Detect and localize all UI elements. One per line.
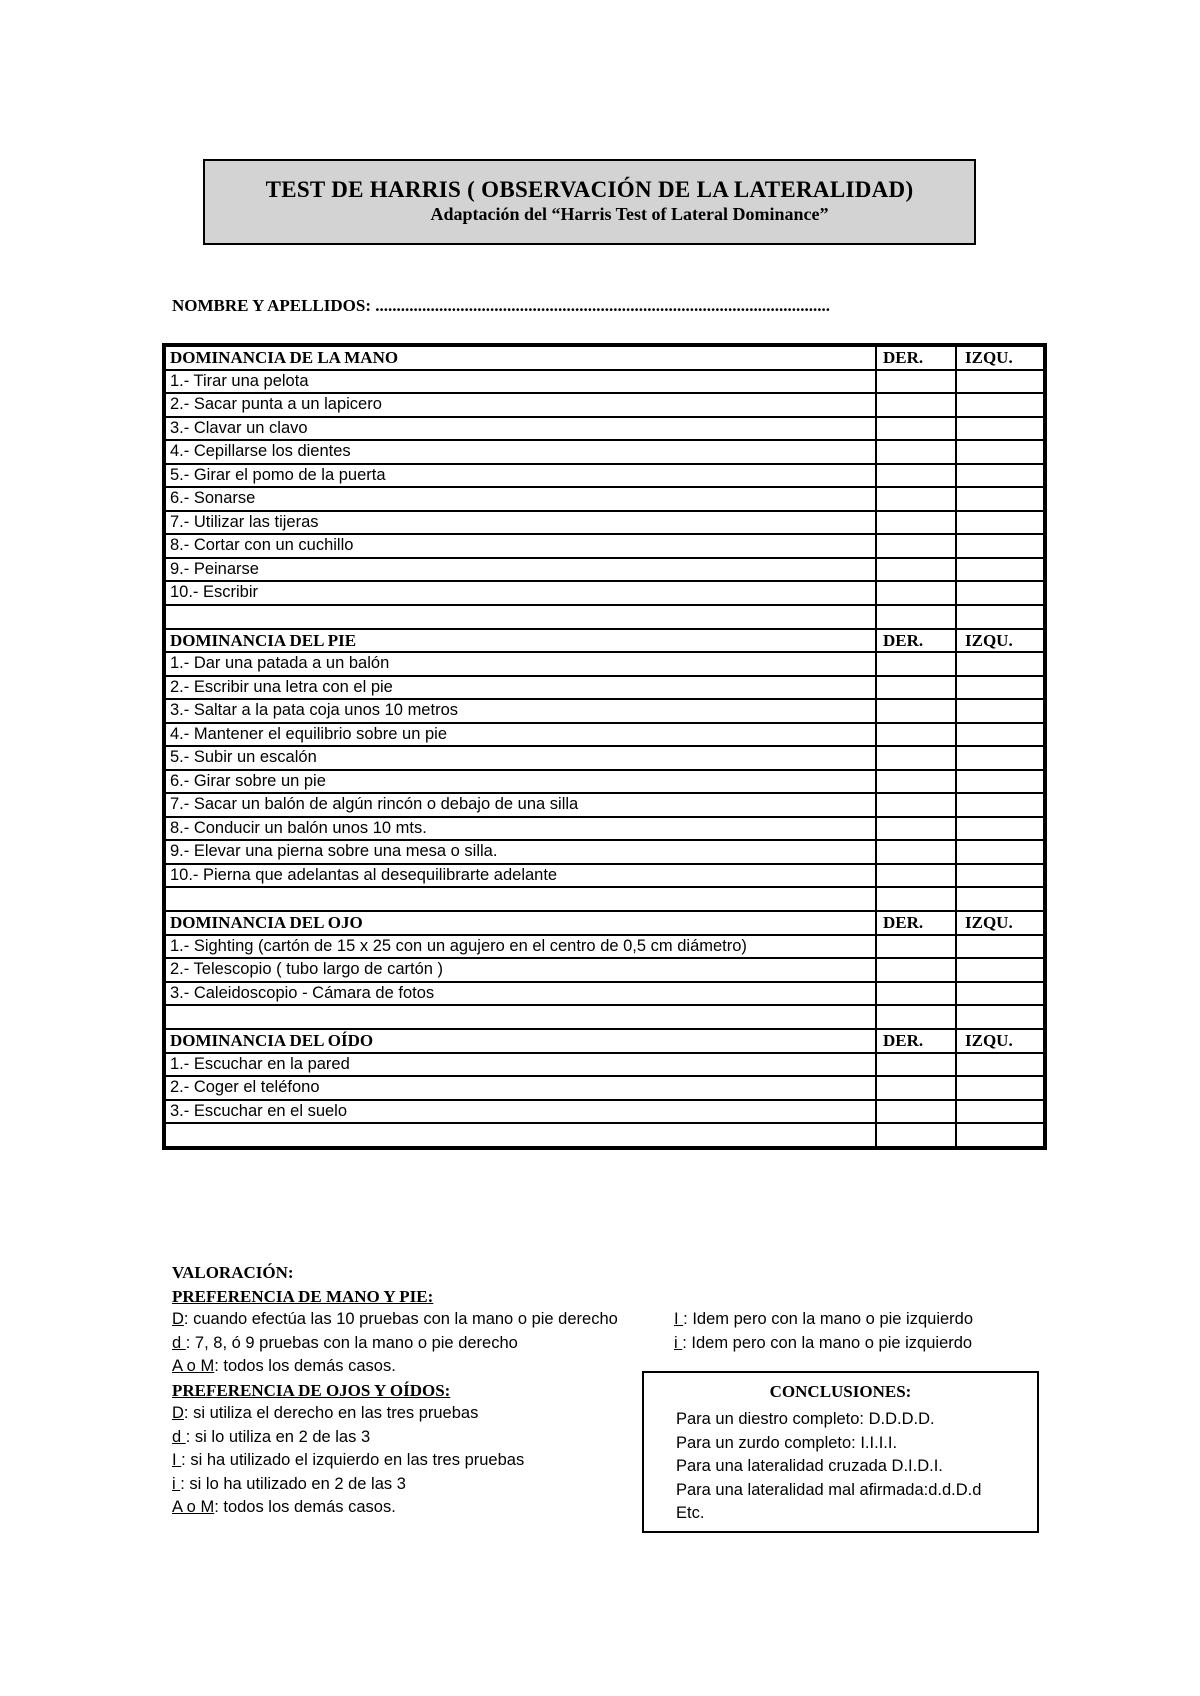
valoracion-heading: VALORACIÓN: [172,1263,294,1282]
code: I [172,1451,182,1469]
test-item-row [164,558,1045,582]
text: : 7, 8, ó 9 pruebas con la mano o pie derecho [185,1333,518,1352]
der-checkbox-cell[interactable] [876,1123,956,1148]
conclusion-line: Para una lateralidad cruzada D.I.D.I. [676,1457,943,1475]
der-checkbox-cell[interactable] [876,440,956,464]
text: : todos los demás casos. [214,1357,396,1375]
page-title: TEST DE HARRIS ( OBSERVACIÓN DE LA LATERALIDAD) [265,177,914,202]
mano-pie-line [172,1332,618,1356]
izq-checkbox-cell[interactable] [956,699,1045,723]
dominance-table [162,343,1047,1150]
der-checkbox-cell[interactable] [876,676,956,700]
section-title: DOMINANCIA DEL PIE [164,629,876,653]
spacer-row [164,1123,1045,1148]
test-item-row [164,840,1045,864]
test-item-row [164,864,1045,888]
izq-checkbox-cell[interactable] [956,840,1045,864]
der-checkbox-cell[interactable] [876,982,956,1006]
test-item-label: 7.- Sacar un balón de algún rincón o debajo de una silla [164,793,876,817]
section-header-row [164,1029,1045,1053]
izq-checkbox-cell[interactable] [956,982,1045,1006]
text: : cuando efectúa las 10 pruebas con la mano o pie derecho [183,1310,618,1328]
mano-pie-right-column [674,1308,973,1355]
text: : si lo ha utilizado en 2 de las 3 [180,1474,406,1493]
test-item-label: 3.- Clavar un clavo [164,417,876,441]
name-field[interactable]: NOMBRE Y APELLIDOS: ........................................................................................................... [172,296,830,315]
test-item-label: 7.- Utilizar las tijeras [164,511,876,535]
izq-checkbox-cell[interactable] [956,511,1045,535]
code: d [172,1333,186,1352]
izq-checkbox-cell[interactable] [956,1076,1045,1100]
test-item-label: 2.- Coger el teléfono [164,1076,876,1100]
izq-checkbox-cell[interactable] [956,887,1045,911]
conclusion-line: Para un zurdo completo: I.I.I.I. [676,1433,898,1452]
test-item-row [164,652,1045,676]
test-item-label: 10.- Escribir [164,581,876,605]
izq-checkbox-cell[interactable] [956,676,1045,700]
mano-pie-right-line [674,1332,973,1356]
der-column-header: DER. [876,345,956,370]
izq-checkbox-cell[interactable] [956,864,1045,888]
der-checkbox-cell[interactable] [876,558,956,582]
ojos-oidos-line [172,1426,618,1450]
spacer-row [164,1005,1045,1029]
text: : si ha utilizado el izquierdo en las tres pruebas [181,1451,525,1469]
mano-pie-line [172,1355,618,1379]
page-subtitle: Adaptación del “Harris Test of Lateral Dominance” [430,204,829,224]
der-checkbox-cell[interactable] [876,370,956,394]
izq-checkbox-cell[interactable] [956,370,1045,394]
der-checkbox-cell[interactable] [876,487,956,511]
test-item-row [164,982,1045,1006]
section-header-row [164,629,1045,653]
izq-checkbox-cell[interactable] [956,393,1045,417]
test-item-label: 3.- Saltar a la pata coja unos 10 metros [164,699,876,723]
der-checkbox-cell[interactable] [876,1053,956,1077]
der-checkbox-cell[interactable] [876,817,956,841]
der-checkbox-cell[interactable] [876,511,956,535]
spacer-cell [164,887,876,911]
test-item-row [164,793,1045,817]
test-item-label: 1.- Sighting (cartón de 15 x 25 con un agujero en el centro de 0,5 cm diámetro) [164,935,876,959]
text: : todos los demás casos. [214,1498,396,1516]
test-item-row [164,417,1045,441]
conclusion-line: Para un diestro completo: D.D.D.D. [676,1410,935,1428]
test-item-label: 1.- Dar una patada a un balón [164,652,876,676]
test-item-label: 1.- Escuchar en la pared [164,1053,876,1077]
mano-pie-heading: PREFERENCIA DE MANO Y PIE: [172,1286,434,1306]
text: : si lo utiliza en 2 de las 3 [185,1427,371,1446]
der-checkbox-cell[interactable] [876,887,956,911]
test-item-row [164,817,1045,841]
spacer-cell [164,1123,876,1148]
test-item-row [164,487,1045,511]
ojos-oidos-line [172,1449,618,1473]
izq-checkbox-cell[interactable] [956,417,1045,441]
mano-pie-right-line [674,1308,973,1332]
text: : si utiliza el derecho en las tres pruebas [183,1404,479,1422]
test-item-label: 9.- Elevar una pierna sobre una mesa o silla. [164,840,876,864]
test-item-row [164,581,1045,605]
section-header-row [164,345,1045,370]
test-item-label: 2.- Sacar punta a un lapicero [164,393,876,417]
section-title: DOMINANCIA DE LA MANO [164,345,876,370]
der-checkbox-cell[interactable] [876,1076,956,1100]
izq-checkbox-cell[interactable] [956,746,1045,770]
der-checkbox-cell[interactable] [876,699,956,723]
test-item-label: 4.- Cepillarse los dientes [164,440,876,464]
test-item-row [164,958,1045,982]
test-item-label: 2.- Telescopio ( tubo largo de cartón ) [164,958,876,982]
izq-checkbox-cell[interactable] [956,581,1045,605]
mano-pie-line [172,1308,618,1332]
test-item-label: 10.- Pierna que adelantas al desequilibrarte adelante [164,864,876,888]
test-item-row [164,699,1045,723]
test-item-row [164,511,1045,535]
der-column-header: DER. [876,911,956,935]
test-item-row [164,1053,1045,1077]
code: D [172,1310,184,1328]
izq-checkbox-cell[interactable] [956,817,1045,841]
test-item-label: 8.- Cortar con un cuchillo [164,534,876,558]
test-item-label: 3.- Escuchar en el suelo [164,1100,876,1124]
der-checkbox-cell[interactable] [876,793,956,817]
test-item-label: 6.- Girar sobre un pie [164,770,876,794]
test-item-row [164,393,1045,417]
test-item-row [164,370,1045,394]
test-item-row [164,534,1045,558]
der-column-header: DER. [876,629,956,653]
code: I [674,1310,684,1328]
code: i [172,1474,181,1493]
test-item-label: 3.- Caleidoscopio - Cámara de fotos [164,982,876,1006]
test-item-row [164,1076,1045,1100]
test-item-label: 4.- Mantener el equilibrio sobre un pie [164,723,876,747]
section-title: DOMINANCIA DEL OÍDO [164,1029,876,1053]
der-checkbox-cell[interactable] [876,581,956,605]
code: D [172,1404,184,1422]
der-column-header: DER. [876,1029,956,1053]
izq-checkbox-cell[interactable] [956,1100,1045,1124]
der-checkbox-cell[interactable] [876,746,956,770]
test-item-label: 2.- Escribir una letra con el pie [164,676,876,700]
izq-checkbox-cell[interactable] [956,558,1045,582]
conclusiones-lines [676,1408,981,1526]
text: : Idem pero con la mano o pie izquierdo [683,1310,974,1328]
der-checkbox-cell[interactable] [876,840,956,864]
izq-checkbox-cell[interactable] [956,723,1045,747]
test-item-label: 5.- Girar el pomo de la puerta [164,464,876,488]
izq-checkbox-cell[interactable] [956,652,1045,676]
test-item-row [164,746,1045,770]
spacer-cell [164,605,876,629]
test-item-row [164,440,1045,464]
text: : Idem pero con la mano o pie izquierdo [682,1333,973,1352]
der-checkbox-cell[interactable] [876,464,956,488]
test-item-row [164,935,1045,959]
valoracion-section [172,1261,618,1520]
test-item-row [164,1100,1045,1124]
code: A o M [172,1357,215,1375]
izq-column-header: IZQU. [956,1029,1045,1053]
test-item-label: 5.- Subir un escalón [164,746,876,770]
izq-checkbox-cell[interactable] [956,440,1045,464]
der-checkbox-cell[interactable] [876,935,956,959]
der-checkbox-cell[interactable] [876,534,956,558]
izq-checkbox-cell[interactable] [956,1005,1045,1029]
der-checkbox-cell[interactable] [876,770,956,794]
izq-checkbox-cell[interactable] [956,464,1045,488]
test-item-row [164,723,1045,747]
izq-column-header: IZQU. [956,629,1045,653]
ojos-oidos-heading: PREFERENCIA DE OJOS Y OÍDOS: [172,1380,451,1400]
spacer-row [164,605,1045,629]
izq-checkbox-cell[interactable] [956,793,1045,817]
der-checkbox-cell[interactable] [876,1100,956,1124]
der-checkbox-cell[interactable] [876,958,956,982]
section-title: DOMINANCIA DEL OJO [164,911,876,935]
section-header-row [164,911,1045,935]
conclusion-line: Para una lateralidad mal afirmada:d.d.D.d [676,1480,982,1499]
test-item-label: 1.- Tirar una pelota [164,370,876,394]
test-item-row [164,676,1045,700]
izq-checkbox-cell[interactable] [956,487,1045,511]
izq-checkbox-cell[interactable] [956,605,1045,629]
izq-column-header: IZQU. [956,911,1045,935]
spacer-cell [164,1005,876,1029]
ojos-oidos-line [172,1473,618,1497]
conclusiones-title: CONCLUSIONES: [769,1382,912,1401]
der-checkbox-cell[interactable] [876,1005,956,1029]
izq-checkbox-cell[interactable] [956,1123,1045,1148]
izq-checkbox-cell[interactable] [956,534,1045,558]
der-checkbox-cell[interactable] [876,652,956,676]
izq-checkbox-cell[interactable] [956,770,1045,794]
der-checkbox-cell[interactable] [876,723,956,747]
der-checkbox-cell[interactable] [876,605,956,629]
test-item-label: 6.- Sonarse [164,487,876,511]
code: d [172,1427,186,1446]
conclusion-line: Etc. [676,1504,705,1522]
der-checkbox-cell[interactable] [876,417,956,441]
izq-checkbox-cell[interactable] [956,958,1045,982]
code: A o M [172,1498,215,1516]
spacer-row [164,887,1045,911]
ojos-oidos-line [172,1496,618,1520]
title-box [203,159,976,245]
test-item-row [164,464,1045,488]
test-item-label: 8.- Conducir un balón unos 10 mts. [164,817,876,841]
code: i [674,1333,683,1352]
ojos-oidos-line [172,1402,618,1426]
der-checkbox-cell[interactable] [876,393,956,417]
izq-column-header: IZQU. [956,345,1045,370]
conclusiones-box [642,1371,1039,1533]
der-checkbox-cell[interactable] [876,864,956,888]
test-item-row [164,770,1045,794]
izq-checkbox-cell[interactable] [956,935,1045,959]
test-item-label: 9.- Peinarse [164,558,876,582]
izq-checkbox-cell[interactable] [956,1053,1045,1077]
